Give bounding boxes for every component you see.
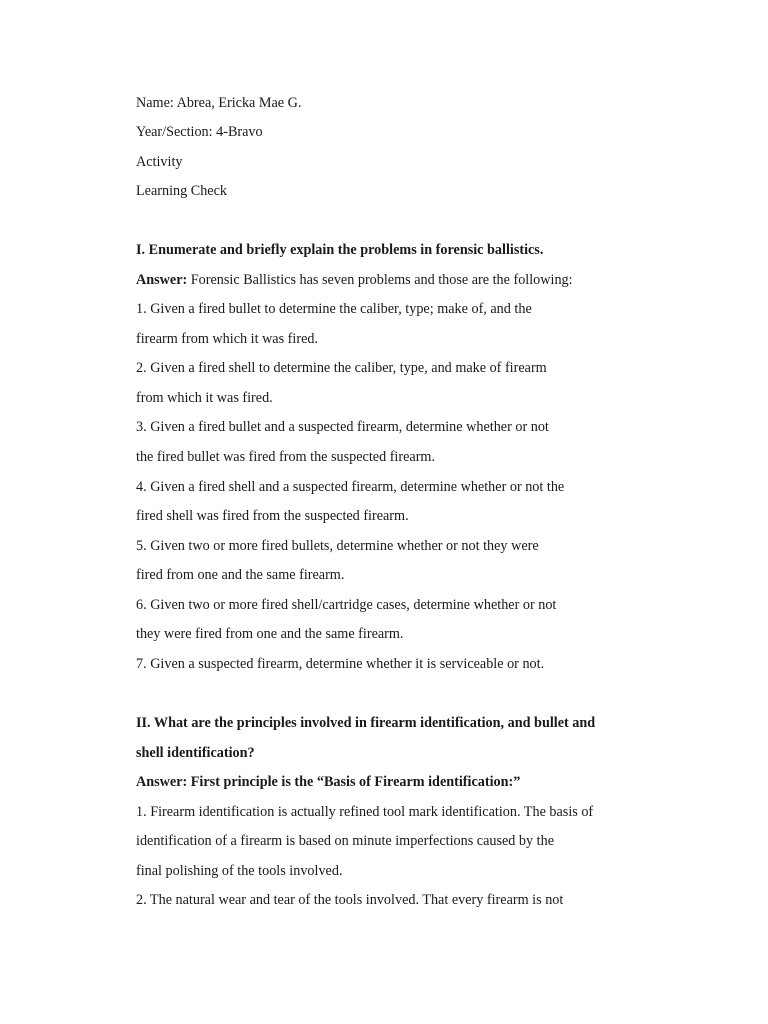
answer-1-line: they were fired from one and the same firearm. (136, 626, 404, 642)
question-2-line-2: shell identification? (136, 745, 255, 761)
answer-1-line: 6. Given two or more fired shell/cartridge cases, determine whether or not (136, 597, 557, 613)
answer-1-line: firearm from which it was fired. (136, 331, 319, 347)
student-name: Name: Abrea, Ericka Mae G. (136, 95, 302, 111)
answer-1-intro (136, 271, 573, 289)
answer-1-line: 5. Given two or more fired bullets, determine whether or not they were (136, 538, 539, 554)
answer-1-line: 3. Given a fired bullet and a suspected firearm, determine whether or not (136, 419, 549, 435)
question-1: I. Enumerate and briefly explain the problems in forensic ballistics. (136, 242, 544, 258)
answer-1-line: the fired bullet was fired from the suspected firearm. (136, 449, 436, 465)
answer-1-line: 2. Given a fired shell to determine the caliber, type, and make of firearm (136, 360, 547, 376)
answer-1-line: fired from one and the same firearm. (136, 567, 345, 583)
answer-2-line: final polishing of the tools involved. (136, 863, 343, 879)
answer-2-line: 1. Firearm identification is actually refined tool mark identification. The basis of (136, 804, 594, 820)
answer-text: Forensic Ballistics has seven problems and those are the following: (187, 272, 573, 288)
answer-1-line: 7. Given a suspected firearm, determine whether it is serviceable or not. (136, 656, 545, 672)
answer-2-line: identification of a firearm is based on minute imperfections caused by the (136, 833, 554, 849)
answer-1-line: from which it was fired. (136, 390, 273, 406)
answer-1-line: fired shell was fired from the suspected firearm. (136, 508, 409, 524)
answer-2-intro: Answer: First principle is the “Basis of Firearm identification:” (136, 774, 521, 790)
answer-2-line: 2. The natural wear and tear of the tools involved. That every firearm is not (136, 892, 564, 908)
learning-check-label: Learning Check (136, 183, 227, 199)
answer-1-line: 4. Given a fired shell and a suspected firearm, determine whether or not the (136, 479, 565, 495)
answer-label: Answer: (136, 272, 188, 288)
answer-1-line: 1. Given a fired bullet to determine the caliber, type; make of, and the (136, 301, 532, 317)
year-section: Year/Section: 4-Bravo (136, 124, 263, 140)
activity-label: Activity (136, 154, 183, 170)
question-2-line-1: II. What are the principles involved in firearm identification, and bullet and (136, 715, 596, 731)
